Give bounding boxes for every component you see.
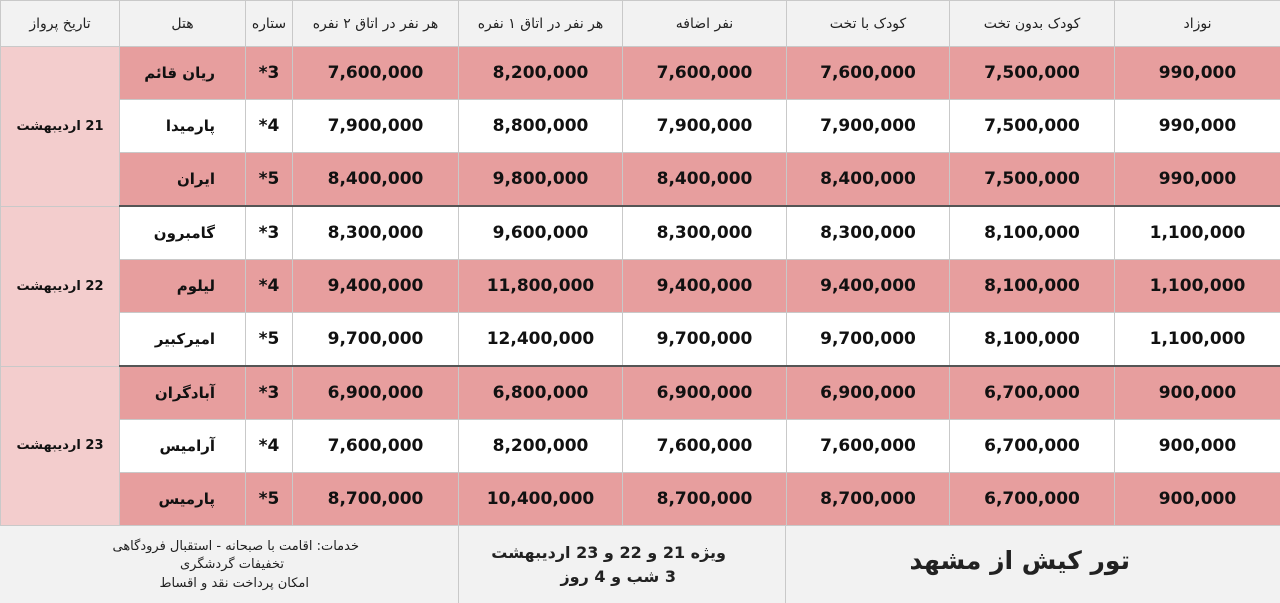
extra-person-price: 9,700,000 [623, 313, 787, 367]
extra-person-price: 7,900,000 [623, 100, 787, 153]
single-room-price: 9,800,000 [459, 153, 623, 207]
extra-person-price: 7,600,000 [623, 420, 787, 473]
services-text: خدمات: اقامت با صبحانه - استقبال فرودگاهی [112, 539, 359, 554]
star-rating: 3* [246, 206, 293, 260]
discounts-text: تخفیفات گردشگری [180, 557, 284, 572]
infant-price: 1,100,000 [1115, 260, 1280, 313]
star-rating: 4* [246, 100, 293, 153]
header-single-room: هر نفر در اتاق ۱ نفره [459, 1, 623, 47]
single-room-price: 6,800,000 [459, 366, 623, 420]
single-room-price: 9,600,000 [459, 206, 623, 260]
child-no-bed-price: 8,100,000 [950, 206, 1115, 260]
single-room-price: 8,800,000 [459, 100, 623, 153]
child-no-bed-price: 8,100,000 [950, 313, 1115, 367]
double-room-price: 8,400,000 [293, 153, 459, 207]
star-rating: 5* [246, 473, 293, 526]
child-with-bed-price: 8,400,000 [787, 153, 950, 207]
star-rating: 4* [246, 420, 293, 473]
child-no-bed-price: 6,700,000 [950, 473, 1115, 526]
tour-duration: 3 شب و 4 روز [560, 567, 676, 586]
hotel-name: پارمیس [120, 473, 246, 526]
extra-person-price: 7,600,000 [623, 47, 787, 100]
child-with-bed-price: 8,700,000 [787, 473, 950, 526]
footer-dates-box [458, 526, 786, 603]
header-row [1, 1, 1280, 47]
header-hotel: هتل [120, 1, 246, 47]
table-row [1, 473, 1280, 526]
header-child-no-bed: کودک بدون تخت [950, 1, 1115, 47]
single-room-price: 11,800,000 [459, 260, 623, 313]
header-infant: نوزاد [1115, 1, 1280, 47]
double-room-price: 9,400,000 [293, 260, 459, 313]
infant-price: 990,000 [1115, 100, 1280, 153]
child-with-bed-price: 8,300,000 [787, 206, 950, 260]
flight-date: 21 اردیبهشت [1, 47, 120, 207]
extra-person-price: 9,400,000 [623, 260, 787, 313]
infant-price: 900,000 [1115, 366, 1280, 420]
double-room-price: 8,700,000 [293, 473, 459, 526]
infant-price: 990,000 [1115, 47, 1280, 100]
star-rating: 3* [246, 366, 293, 420]
table-row [1, 366, 1280, 420]
extra-person-price: 8,400,000 [623, 153, 787, 207]
single-room-price: 8,200,000 [459, 47, 623, 100]
double-room-price: 7,600,000 [293, 47, 459, 100]
child-no-bed-price: 6,700,000 [950, 366, 1115, 420]
table-row [1, 100, 1280, 153]
hotel-name: گامبرون [120, 206, 246, 260]
double-room-price: 7,600,000 [293, 420, 459, 473]
table-row [1, 206, 1280, 260]
double-room-price: 7,900,000 [293, 100, 459, 153]
infant-price: 900,000 [1115, 420, 1280, 473]
single-room-price: 8,200,000 [459, 420, 623, 473]
child-no-bed-price: 6,700,000 [950, 420, 1115, 473]
payment-text: امکان پرداخت نقد و اقساط [160, 576, 310, 591]
tour-dates: ویژه 21 و 22 و 23 اردیبهشت [491, 543, 726, 562]
flight-date: 23 اردیبهشت [1, 366, 120, 526]
table-row [1, 420, 1280, 473]
hotel-name: آبادگران [120, 366, 246, 420]
extra-person-price: 8,300,000 [623, 206, 787, 260]
child-with-bed-price: 7,600,000 [787, 420, 950, 473]
flight-date: 22 اردیبهشت [1, 206, 120, 366]
hotel-name: ایران [120, 153, 246, 207]
table-row [1, 313, 1280, 367]
child-with-bed-price: 6,900,000 [787, 366, 950, 420]
footer-title-box [785, 526, 1280, 603]
extra-person-price: 6,900,000 [623, 366, 787, 420]
table-row [1, 260, 1280, 313]
child-no-bed-price: 7,500,000 [950, 153, 1115, 207]
header-extra-person: نفر اضافه [623, 1, 787, 47]
child-no-bed-price: 7,500,000 [950, 47, 1115, 100]
child-with-bed-price: 7,600,000 [787, 47, 950, 100]
child-with-bed-price: 9,400,000 [787, 260, 950, 313]
infant-price: 1,100,000 [1115, 206, 1280, 260]
double-room-price: 9,700,000 [293, 313, 459, 367]
table-row [1, 153, 1280, 207]
single-room-price: 12,400,000 [459, 313, 623, 367]
header-star: ستاره [246, 1, 293, 47]
hotel-name: ریان قائم [120, 47, 246, 100]
header-double-room: هر نفر در اتاق ۲ نفره [293, 1, 459, 47]
footer-services-box [0, 526, 459, 603]
table-row [1, 47, 1280, 100]
star-rating: 5* [246, 153, 293, 207]
tour-title: تور کیش از مشهد [910, 546, 1130, 575]
hotel-name: آرامیس [120, 420, 246, 473]
child-with-bed-price: 7,900,000 [787, 100, 950, 153]
infant-price: 900,000 [1115, 473, 1280, 526]
child-no-bed-price: 7,500,000 [950, 100, 1115, 153]
star-rating: 3* [246, 47, 293, 100]
child-no-bed-price: 8,100,000 [950, 260, 1115, 313]
child-with-bed-price: 9,700,000 [787, 313, 950, 367]
header-child-with-bed: کودک با تخت [787, 1, 950, 47]
header-flight-date: تاریخ پرواز [1, 1, 120, 47]
single-room-price: 10,400,000 [459, 473, 623, 526]
hotel-name: لیلوم [120, 260, 246, 313]
double-room-price: 8,300,000 [293, 206, 459, 260]
double-room-price: 6,900,000 [293, 366, 459, 420]
footer [0, 525, 1280, 603]
star-rating: 5* [246, 313, 293, 367]
hotel-name: پارمیدا [120, 100, 246, 153]
infant-price: 1,100,000 [1115, 313, 1280, 367]
extra-person-price: 8,700,000 [623, 473, 787, 526]
star-rating: 4* [246, 260, 293, 313]
infant-price: 990,000 [1115, 153, 1280, 207]
hotel-name: امیرکبیر [120, 313, 246, 367]
